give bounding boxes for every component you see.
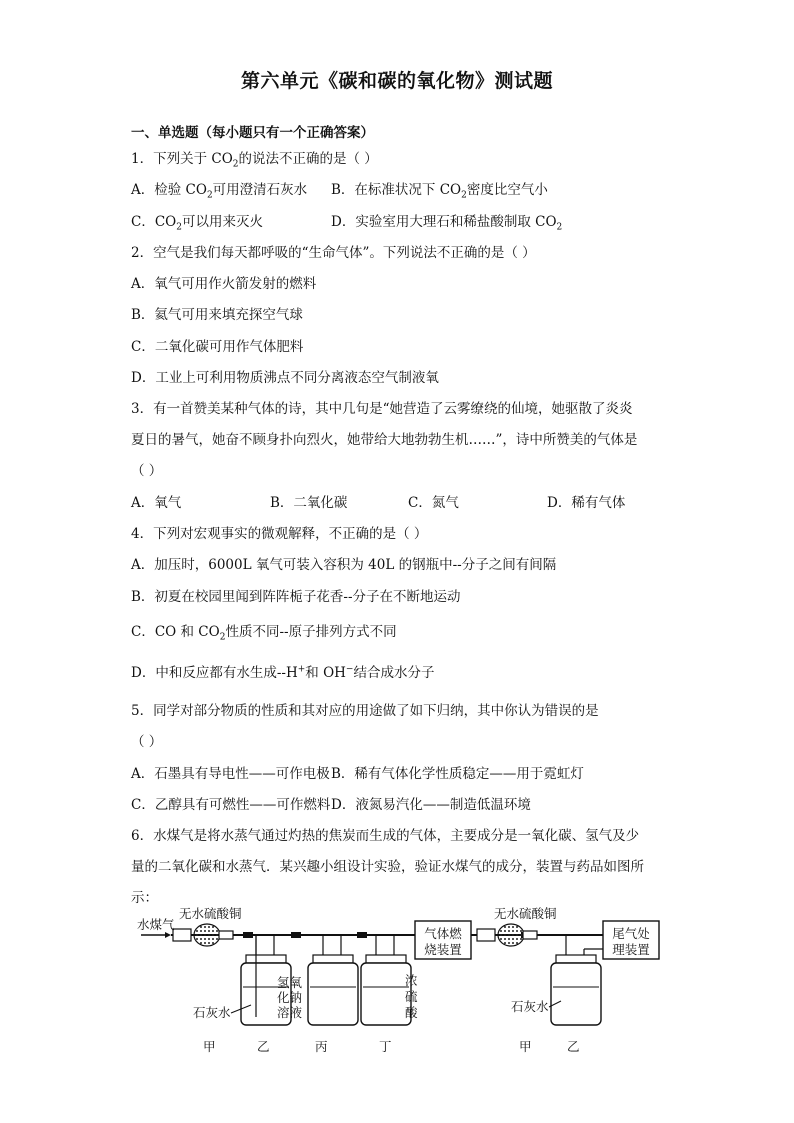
q5-option-d: D．液氮易汽化——制造低温环境 [331, 797, 531, 813]
q4-option-c: C．CO 和 $CO_2$性质不同--原子排列方式不同 [131, 624, 397, 643]
q3-option-b: B．二氧化碳 [270, 495, 348, 511]
limewater-label-left: 石灰水 [193, 1005, 231, 1020]
caption-ding: 丁 [379, 1039, 392, 1054]
q5-option-c: C．乙醇具有可燃性——可作燃料 [131, 797, 331, 813]
h2so4-label-2: 硫 [405, 989, 418, 1004]
page-title: 第六单元《碳和碳的氧化物》测试题 [240, 70, 553, 92]
q2-stem: 2．空气是我们每天都呼吸的“生命气体”。下列说法不正确的是（ ） [131, 245, 536, 261]
combustion-label-2: 烧装置 [424, 942, 462, 957]
q3-stem-line2: 夏日的暑气，她奋不顾身扑向烈火，她带给大地勃勃生机……”，诗中所赞美的气体是 [131, 432, 638, 448]
q3-option-d: D．稀有气体 [547, 495, 626, 511]
q3-stem-line3: （ ） [131, 463, 163, 479]
cuso4-tube-right [477, 924, 537, 946]
gas-inlet-label: 水煤气 [137, 917, 175, 932]
bottle-h2so4 [361, 935, 411, 1025]
caption-jia-2: 甲 [519, 1039, 532, 1054]
caption-bing: 丙 [315, 1039, 328, 1054]
q3-option-a: A．氧气 [131, 495, 182, 511]
h2so4-label-3: 酸 [405, 1005, 418, 1020]
cuso4-label-right: 无水硫酸铜 [494, 906, 557, 921]
q5-paren: （ ） [131, 734, 163, 750]
q4-option-b: B．初夏在校园里闻到阵阵栀子花香--分子在不断地运动 [131, 589, 461, 605]
connector [243, 932, 253, 938]
cuso4-label-left: 无水硫酸铜 [179, 906, 242, 921]
caption-yi-1: 乙 [257, 1039, 270, 1054]
naoh-label-3: 溶液 [277, 1005, 303, 1020]
tail-gas-label-1: 尾气处 [612, 926, 650, 941]
q1-option-a: A．检验 $CO_2$可用澄清石灰水 [131, 182, 308, 201]
naoh-label-2: 化钠 [277, 990, 303, 1005]
tail-gas-label-2: 理装置 [612, 942, 650, 957]
cuso4-tube-left [173, 924, 233, 946]
q6-stem-line3: 示： [131, 890, 158, 906]
q4-option-d: D．中和反应都有水生成--H+和 OH−结合成水分子 [131, 664, 435, 681]
q5-option-b: B．稀有气体化学性质稳定——用于霓虹灯 [331, 766, 584, 782]
bottle-limewater-right [551, 935, 603, 1025]
q2-option-b: B．氦气可用来填充探空气球 [131, 307, 303, 323]
q2-option-c: C．二氧化碳可用作气体肥料 [131, 339, 304, 355]
bottle-naoh [308, 935, 358, 1025]
q1-stem: 1．下列关于 $CO_2$的说法不正确的是（ ） [131, 151, 378, 170]
limewater-label-right: 石灰水 [511, 999, 549, 1014]
q3-stem-line1: 3．有一首赞美某种气体的诗，其中几句是“她营造了云雾缭绕的仙境，她驱散了炎炎 [131, 401, 633, 417]
q6-stem-line1: 6．水煤气是将水蒸气通过灼热的焦炭而生成的气体，主要成分是一氧化碳、氢气及少 [131, 828, 640, 844]
section-heading: 一、单选题（每小题只有一个正确答案） [131, 125, 374, 141]
q6-stem-line2: 量的二氧化碳和水蒸气．某兴趣小组设计实验，验证水煤气的成分，装置与药品如图所 [131, 859, 644, 875]
apparatus-diagram [131, 905, 671, 1065]
q3-option-c: C．氮气 [408, 495, 459, 511]
combustion-label-1: 气体燃 [424, 926, 462, 941]
q1-option-b: B．在标准状况下 $CO_2$密度比空气小 [331, 182, 548, 201]
naoh-label-1: 氢氧 [277, 975, 303, 990]
caption-yi-2: 乙 [567, 1039, 580, 1054]
connector [291, 932, 301, 938]
q5-stem: 5．同学对部分物质的性质和其对应的用途做了如下归纳，其中你认为错误的是 [131, 703, 599, 719]
q5-option-a: A．石墨具有导电性——可作电极 [131, 766, 330, 782]
connector [357, 932, 367, 938]
q2-option-a: A．氧气可用作火箭发射的燃料 [131, 276, 317, 292]
q4-stem: 4．下列对宏观事实的微观解释，不正确的是（ ） [131, 526, 428, 542]
q1-option-c: C．$CO_2$可以用来灭火 [131, 214, 263, 233]
q4-option-a: A．加压时，6000L 氧气可装入容积为 40L 的钢瓶中--分子之间有间隔 [131, 557, 557, 573]
h2so4-label-1: 浓 [405, 973, 418, 988]
q2-option-d: D．工业上可利用物质沸点不同分离液态空气制液氧 [131, 370, 439, 386]
caption-jia-1: 甲 [203, 1039, 216, 1054]
q1-option-d: D．实验室用大理石和稀盐酸制取 $CO_2$ [331, 214, 563, 233]
